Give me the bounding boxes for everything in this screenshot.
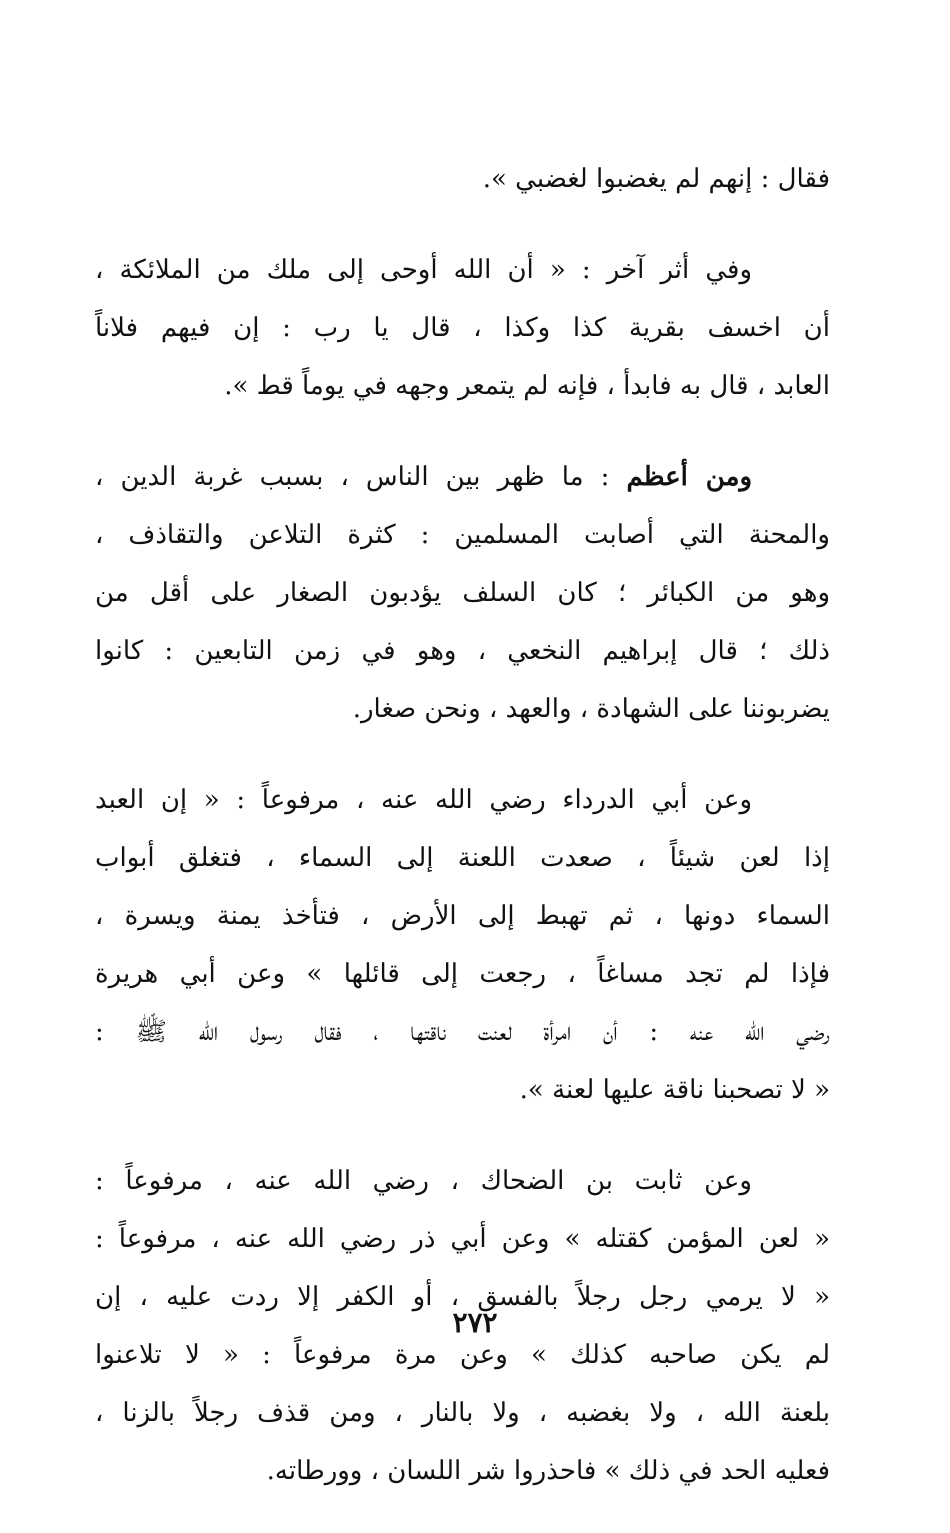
text-line: وعن أبي الدرداء رضي الله عنه ، مرفوعاً : « إن العبد bbox=[95, 785, 752, 815]
text-line-first bbox=[95, 448, 830, 506]
text-line: رضي الله عنه : أن امرأة لعنت ناقتها ، فقال رسول الله ﷺ : bbox=[95, 1017, 830, 1047]
paragraph-2 bbox=[95, 241, 830, 415]
text-line: ذلك ؛ قال إبراهيم النخعي ، وهو في زمن التابعين : كانوا bbox=[95, 636, 830, 666]
text-line: « لعن المؤمن كقتله » وعن أبي ذر رضي الله عنه ، مرفوعاً : bbox=[95, 1224, 830, 1254]
text-line: « لا تصحبنا ناقة عليها لعنة ». bbox=[519, 1075, 830, 1105]
text-line: وعن ثابت بن الضحاك ، رضي الله عنه ، مرفوعاً : bbox=[95, 1166, 752, 1196]
bold-lead-phrase: ومن أعظم bbox=[626, 462, 752, 492]
text-line: أن اخسف بقرية كذا وكذا ، قال يا رب : إن فيهم فلاناً bbox=[95, 313, 830, 343]
paragraph-1 bbox=[95, 150, 830, 208]
text-line: بلعنة الله ، ولا بغضبه ، ولا بالنار ، ومن قذف رجلاً بالزنا ، bbox=[95, 1398, 830, 1428]
text-line: فإذا لم تجد مساغاً ، رجعت إلى قائلها » وعن أبي هريرة bbox=[95, 959, 831, 989]
text-line-rest: : ما ظهر بين الناس ، بسبب غربة الدين ، bbox=[95, 462, 627, 492]
text-line: فقال : إنهم لم يغضبوا لغضبي ». bbox=[482, 164, 830, 194]
text-line: والمحنة التي أصابت المسلمين : كثرة التلاعن والتقاذف ، bbox=[95, 520, 830, 550]
text-line: العابد ، قال به فابدأ ، فإنه لم يتمعر وجهه في يوماً قط ». bbox=[224, 371, 830, 401]
text-line: وهو من الكبائر ؛ كان السلف يؤدبون الصغار على أقل من bbox=[95, 578, 830, 608]
text-line: وفي أثر آخر : « أن الله أوحى إلى ملك من الملائكة ، bbox=[95, 255, 752, 285]
paragraph-4 bbox=[95, 771, 830, 1119]
text-line: السماء دونها ، ثم تهبط إلى الأرض ، فتأخذ يمنة ويسرة ، bbox=[95, 901, 830, 931]
text-line: إذا لعن شيئاً ، صعدت اللعنة إلى السماء ، فتغلق أبواب bbox=[95, 843, 830, 873]
paragraph-3 bbox=[95, 448, 830, 738]
text-line: يضربوننا على الشهادة ، والعهد ، ونحن صغار. bbox=[352, 694, 830, 724]
text-line: فعليه الحد في ذلك » فاحذروا شر اللسان ، وورطاته. bbox=[266, 1456, 830, 1486]
text-line: « لا يرمي رجل رجلاً بالفسق ، أو الكفر إلا ردت عليه ، إن bbox=[95, 1282, 830, 1312]
text-line: لم يكن صاحبه كذلك » وعن مرة مرفوعاً : « لا تلاعنوا bbox=[95, 1340, 830, 1370]
page-number: ٢٧٢ bbox=[452, 1306, 498, 1339]
